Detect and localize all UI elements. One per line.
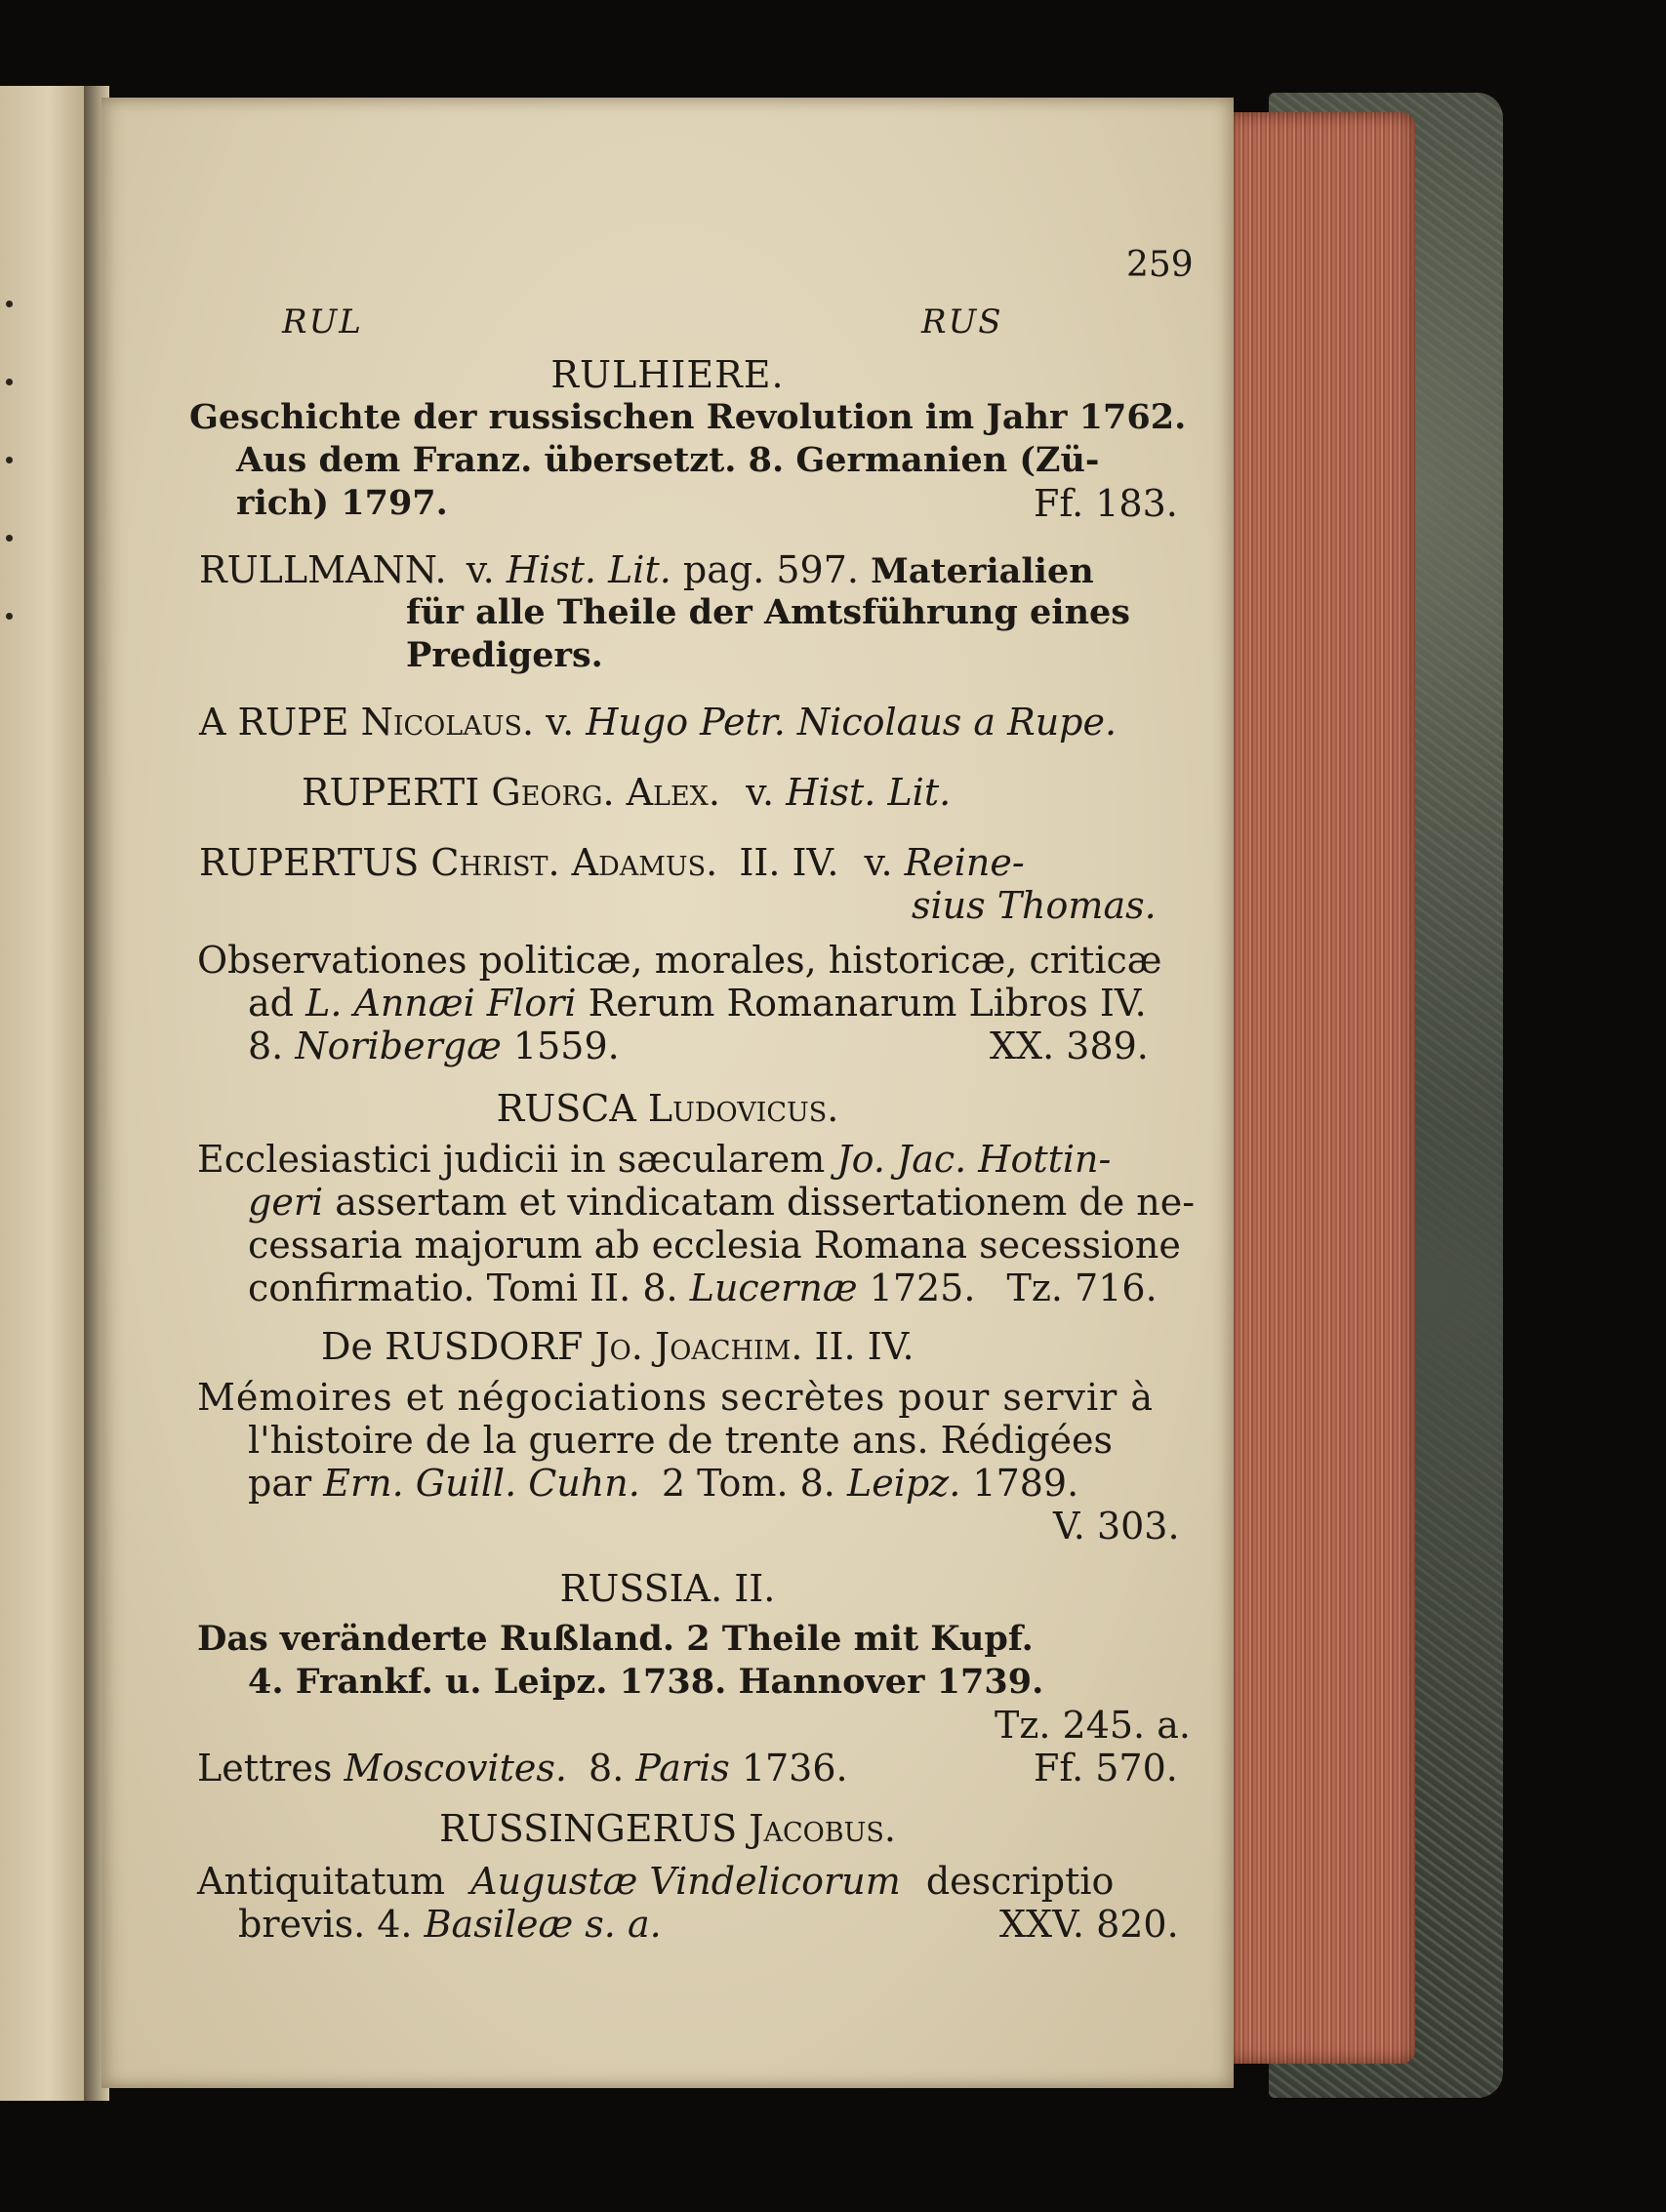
entry-text: Lettres <box>197 1747 333 1790</box>
entry-rupertus-line2 <box>248 982 1147 1025</box>
entry-line: für alle Theile der Amtsführung eines <box>406 592 1131 632</box>
entry-format: 8. <box>589 1747 625 1790</box>
entry-line: rich) 1797. <box>236 483 448 523</box>
entry-given: Jacobus. <box>749 1807 896 1850</box>
entry-heading-russingerus <box>102 1807 1234 1850</box>
entry-year: 1789. <box>972 1462 1079 1505</box>
entry-title: Moscovites. <box>344 1747 567 1790</box>
see-marker: v. <box>546 701 575 744</box>
entry-line: Aus dem Franz. übersetzt. 8. Germanien (Zü- <box>236 440 1100 480</box>
entry-text: 2 Tom. 8. <box>661 1462 835 1505</box>
entry-given: Christ. Adamus. <box>430 841 718 884</box>
entry-rusca-line4 <box>248 1267 1158 1309</box>
entry-russia-line3 <box>197 1747 848 1790</box>
ref-page: pag. 597. <box>682 548 859 591</box>
entry-place: Noribergæ <box>295 1025 502 1067</box>
entry-format: 8. <box>248 1025 284 1067</box>
entry-name: RUSCA <box>496 1087 636 1130</box>
entry-russingerus-line1 <box>197 1860 1114 1903</box>
entry-russingerus-line2 <box>238 1903 662 1946</box>
see-target-cont: sius Thomas. <box>912 884 1157 927</box>
entry-text: Ecclesiastici judicii in sæcularem <box>197 1138 826 1181</box>
entry-line: Mémoires et négociations secrètes pour servir à <box>197 1376 1155 1419</box>
entry-year: 1725. <box>869 1267 976 1309</box>
entry-author: L. Annæi Flori <box>305 982 577 1025</box>
entry-reference: Ff. 570. <box>1034 1747 1178 1790</box>
entry-text: Antiquitatum <box>197 1860 445 1903</box>
see-marker: v. <box>466 548 495 591</box>
entry-reference: XXV. 820. <box>999 1903 1179 1946</box>
entry-author: geri <box>248 1181 324 1224</box>
entry-rusca-line2 <box>248 1181 1195 1224</box>
entry-heading-rusca <box>102 1087 1234 1130</box>
see-marker: v. <box>746 771 775 814</box>
entry-line: cessaria majorum ab ecclesia Romana secessione <box>248 1224 1181 1267</box>
entry-reference: Ff. 183. <box>1034 482 1178 525</box>
entry-line: Predigers. <box>406 635 603 675</box>
entry-name: RUPERTI <box>302 771 480 814</box>
entry-reference: Tz. 245. a. <box>995 1704 1191 1747</box>
entry-rullmann-line1 <box>199 548 1094 593</box>
page-number: 259 <box>1126 245 1194 285</box>
entry-line: Observationes politicæ, morales, historicæ, criticæ <box>197 939 1162 982</box>
entry-reference: V. 303. <box>1053 1505 1180 1548</box>
entry-given: Jo. Joachim. <box>594 1325 803 1368</box>
entry-text: Rerum Romanarum Libros IV. <box>588 982 1147 1025</box>
entry-heading-russia: RUSSIA. II. <box>559 1567 776 1610</box>
entry-author: Jo. Jac. Hottin- <box>836 1138 1112 1181</box>
entry-place: Lucernæ <box>689 1267 858 1309</box>
running-head-right: RUS <box>921 302 1003 342</box>
entry-heading-rusdorf <box>321 1325 914 1368</box>
entry-rusca-line1 <box>197 1138 1111 1181</box>
see-target: Hist. Lit. <box>786 771 952 814</box>
left-page <box>0 86 90 2101</box>
book-page <box>102 98 1234 2088</box>
entry-place: Basileæ s. a. <box>424 1903 662 1946</box>
entry-line: Geschichte der russischen Revolution im Jahr 1762. <box>189 397 1187 437</box>
entry-given: Ludovicus. <box>647 1087 839 1130</box>
entry-reference: Tz. 716. <box>1006 1267 1158 1309</box>
entry-name: RUSDORF <box>385 1325 584 1368</box>
entry-line: l'histoire de la guerre de trente ans. Rédigées <box>248 1419 1114 1462</box>
entry-year: 1736. <box>741 1747 848 1790</box>
entry-rupertus-line3 <box>248 1025 620 1067</box>
entry-vols: II. IV. <box>739 841 839 884</box>
entry-name: RULLMANN. <box>199 548 447 591</box>
entry-vols: II. IV. <box>814 1325 914 1368</box>
entry-given: Georg. Alex. <box>491 771 720 814</box>
title-start: Materialien <box>871 551 1094 591</box>
entry-year: 1559. <box>512 1025 620 1067</box>
entry-line: Das veränderte Rußland. 2 Theile mit Kupf. <box>197 1619 1034 1659</box>
entry-rupertus-line1 <box>199 841 1025 884</box>
entry-name: A RUPE <box>199 701 349 744</box>
entry-name: RUSSINGERUS <box>439 1807 738 1850</box>
entry-text: par <box>248 1462 312 1505</box>
entry-text: brevis. 4. <box>238 1903 413 1946</box>
entry-author: Ern. Guill. Cuhn. <box>323 1462 640 1505</box>
entry-line: 4. Frankf. u. Leipz. 1738. Hannover 1739. <box>248 1662 1044 1702</box>
see-target: Reine- <box>904 841 1025 884</box>
entry-place: Augustæ Vindelicorum <box>470 1860 901 1903</box>
entry-given: Nicolaus. <box>360 701 535 744</box>
entry-rusdorf-line3 <box>248 1462 1078 1505</box>
entry-rupe <box>199 701 1117 744</box>
entry-heading-rulhiere: RULHIERE. <box>550 353 785 396</box>
entry-text: confirmatio. Tomi II. 8. <box>248 1267 678 1309</box>
see-marker: v. <box>864 841 893 884</box>
entry-reference: XX. 389. <box>990 1025 1149 1067</box>
entry-text: descriptio <box>925 1860 1115 1903</box>
entry-prefix: De <box>321 1325 373 1368</box>
ref-work: Hist. Lit. <box>506 548 671 591</box>
running-head-left: RUL <box>282 302 363 342</box>
entry-name: RUPERTUS <box>199 841 420 884</box>
entry-ruperti <box>302 771 951 814</box>
entry-place: Paris <box>635 1747 730 1790</box>
entry-text: ad <box>248 982 294 1025</box>
entry-text: assertam et vindicatam dissertationem de ne- <box>335 1181 1196 1224</box>
page-edges <box>1225 112 1415 2064</box>
entry-place: Leipz. <box>846 1462 961 1505</box>
see-target: Hugo Petr. Nicolaus a Rupe. <box>586 701 1117 744</box>
